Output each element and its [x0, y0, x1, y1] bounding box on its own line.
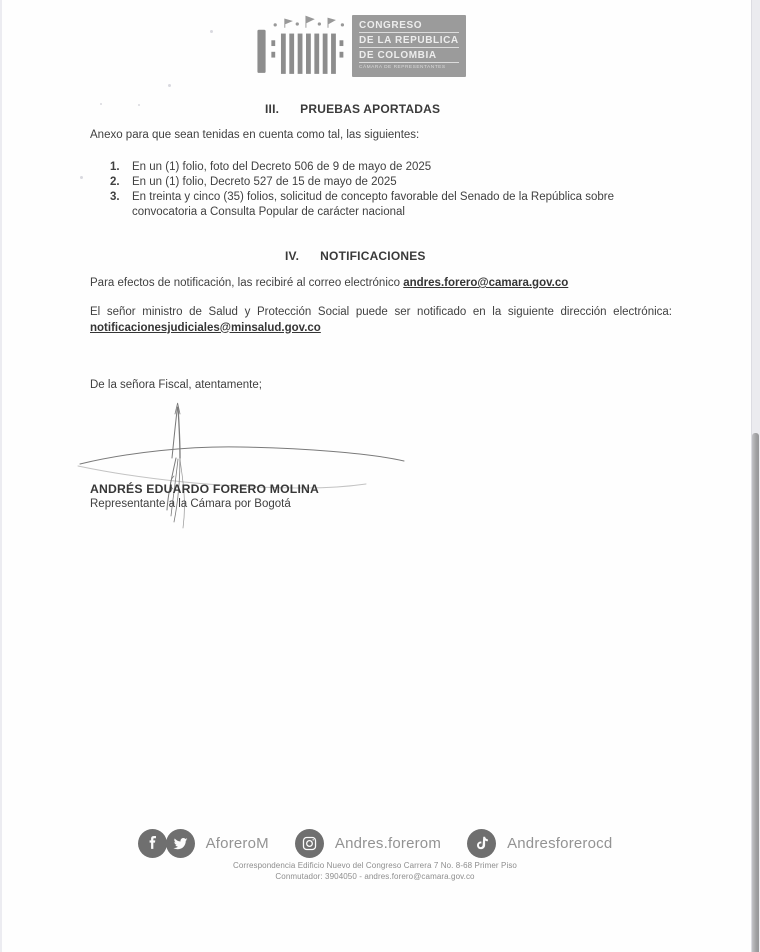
- scrollbar-track[interactable]: [751, 0, 760, 952]
- instagram-icon: [295, 829, 324, 858]
- facebook-twitter-handle: AforeroM: [205, 835, 269, 852]
- footer-address: Correspondencia Edificio Nuevo del Congreso Carrera 7 No. 8-68 Primer Piso: [233, 861, 517, 870]
- scan-speckle: [138, 104, 140, 106]
- social-group-instagram: [295, 829, 441, 858]
- social-group-tiktok: [467, 829, 612, 858]
- section-heading-pruebas: [265, 102, 440, 116]
- notification-paragraph-1: [90, 276, 672, 292]
- facebook-icon: [138, 829, 167, 858]
- scrollbar-thumb[interactable]: [752, 433, 759, 952]
- section-title: NOTIFICACIONES: [320, 249, 426, 263]
- logo-subtitle: CÁMARA DE REPRESENTANTES: [359, 65, 446, 70]
- list-item: [110, 175, 670, 190]
- section-heading-notificaciones: [285, 249, 426, 263]
- list-item: [110, 160, 670, 175]
- twitter-icon: [166, 829, 195, 858]
- social-group-facebook-twitter: [138, 829, 269, 858]
- scan-left-edge: [0, 0, 2, 952]
- pruebas-intro-paragraph: Anexo para que sean tenidas en cuenta como tal, las siguientes:: [90, 129, 420, 141]
- list-item-text: En treinta y cinco (35) folios, solicitud de concepto favorable del Senado de la República sobre convocatoria a Consulta Popular de carácter nacional: [132, 191, 615, 218]
- list-item-number: 2.: [110, 176, 120, 188]
- tiktok-icon: [467, 829, 496, 858]
- instagram-handle: Andres.forerom: [334, 835, 442, 852]
- scan-speckle: [100, 103, 102, 105]
- closing-line: De la señora Fiscal, atentamente;: [90, 379, 262, 391]
- notification-paragraph-2: [90, 305, 672, 336]
- list-item-text: En un (1) folio, foto del Decreto 506 de 9 de mayo de 2025: [132, 161, 432, 173]
- logo-text-box: [352, 15, 466, 77]
- paragraph-text: El señor ministro de Salud y Protección Social puede ser notificado en la siguiente dirección electrónica:: [90, 306, 672, 318]
- logo-line-3: DE COLOMBIA: [359, 50, 459, 63]
- logo-line-1: CONGRESO: [359, 20, 459, 33]
- list-item-number: 1.: [110, 161, 120, 173]
- list-item: [110, 190, 670, 220]
- pruebas-list: [110, 160, 670, 220]
- signature-handwriting: [70, 398, 415, 538]
- section-title: PRUEBAS APORTADAS: [300, 102, 441, 116]
- facebook-twitter-icons: [138, 829, 195, 858]
- section-number: IV.: [285, 249, 300, 263]
- capitol-columns-icon: [256, 15, 352, 79]
- social-media-row: [0, 829, 750, 858]
- congress-letterhead-logo: [256, 15, 466, 79]
- scan-speckle: [168, 84, 171, 87]
- paragraph-text: Para efectos de notificación, las recibiré al correo electrónico: [90, 277, 401, 289]
- minsalud-email-link[interactable]: notificacionesjudiciales@minsalud.gov.co: [90, 321, 321, 334]
- signer-name: ANDRÉS EDUARDO FORERO MOLINA: [90, 482, 320, 496]
- section-number: III.: [265, 102, 280, 116]
- camara-email-link[interactable]: andres.forero@camara.gov.co: [403, 277, 569, 289]
- footer-contact: Conmutador: 3904050 - andres.forero@camara.gov.co: [275, 872, 475, 881]
- list-item-text: En un (1) folio, Decreto 527 de 15 de mayo de 2025: [132, 176, 397, 188]
- list-item-number: 3.: [110, 191, 120, 203]
- logo-line-2: DE LA REPÚBLICA: [359, 35, 459, 46]
- scan-speckle: [210, 30, 213, 33]
- signer-role: Representante a la Cámara por Bogotá: [90, 498, 291, 510]
- tiktok-handle: Andresforerocd: [507, 835, 613, 852]
- scan-speckle: [80, 176, 83, 179]
